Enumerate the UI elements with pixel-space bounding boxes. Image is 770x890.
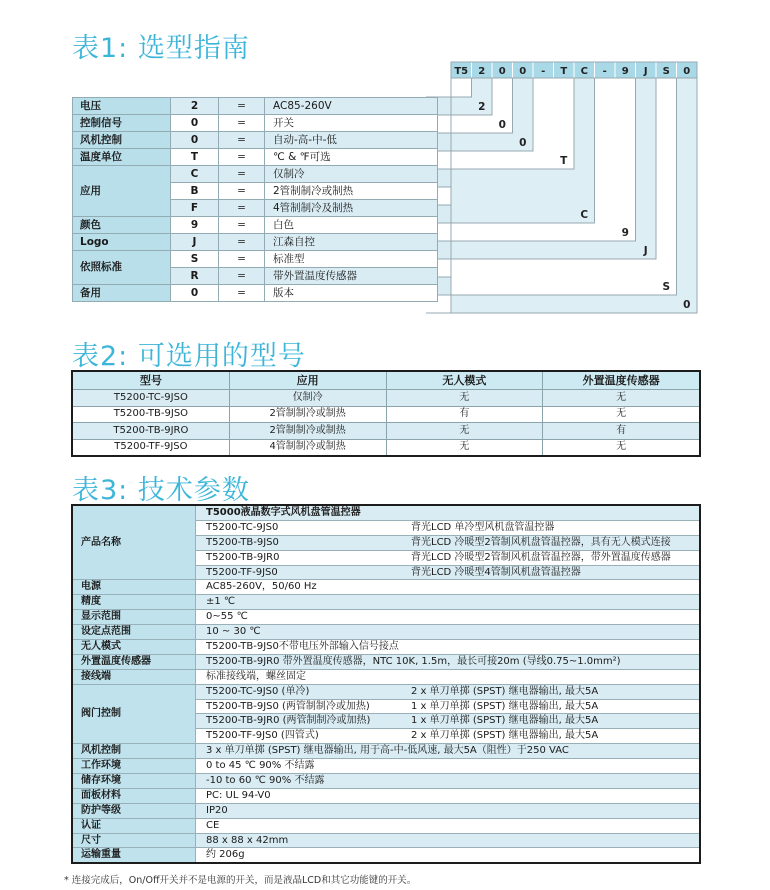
table-row — [73, 818, 700, 833]
row-label: 阀门控制 — [73, 684, 196, 744]
connector-label: S — [662, 281, 671, 293]
technical-specs-body — [73, 506, 700, 863]
value-cell — [196, 714, 700, 729]
equals-cell: = — [219, 98, 265, 115]
description-cell: 仅制冷 — [265, 166, 438, 183]
table-cell: 无 — [386, 439, 543, 456]
table-cell: 2管制制冷或制热 — [229, 406, 386, 423]
row-label: 储存环境 — [73, 774, 196, 789]
table-row — [73, 669, 700, 684]
value-cell: AC85-260V，50/60 Hz — [196, 580, 700, 595]
description-text: 2 x 单刀单掷 (SPST) 继电器输出, 最大5A — [411, 685, 599, 697]
model-char: 0 — [683, 66, 691, 77]
model-char: T5 — [454, 66, 469, 77]
row-label: 接线端 — [73, 669, 196, 684]
table-row — [73, 610, 700, 625]
value-cell — [196, 699, 700, 714]
table-row — [73, 149, 438, 166]
table-row — [73, 788, 700, 803]
row-label: 温度单位 — [73, 149, 171, 166]
row-label: 风机控制 — [73, 132, 171, 149]
value-cell: -10 to 60 ℃ 90% 不结露 — [196, 774, 700, 789]
description-cell: AC85-260V — [265, 98, 438, 115]
column-header: 外置温度传感器 — [543, 372, 700, 390]
value-cell: T5200-TB-9JR0 带外置温度传感器，NTC 10K, 1.5m，最长可接20m (导线0.75~1.0mm²) — [196, 654, 700, 669]
table-row — [73, 506, 700, 521]
value-cell: T5000液晶数字式风机盘管温控器 — [196, 506, 700, 521]
value-cell: 88 x 88 x 42mm — [196, 833, 700, 848]
code-cell: 0 — [171, 285, 219, 302]
model-char: C — [580, 66, 588, 77]
row-label: 运输重量 — [73, 848, 196, 863]
code-cell: 0 — [171, 115, 219, 132]
table-row — [73, 251, 438, 268]
row-label: 颜色 — [73, 217, 171, 234]
row-label: 设定点范围 — [73, 625, 196, 640]
value-cell: ±1 ℃ — [196, 595, 700, 610]
equals-cell: = — [219, 251, 265, 268]
model-text: T5200-TF-9JS0 — [206, 566, 278, 578]
table-row — [73, 166, 438, 183]
header-row — [73, 372, 700, 390]
table-cell: 无 — [386, 423, 543, 440]
table-row — [73, 654, 700, 669]
connector-label: T — [560, 155, 568, 167]
model-char: 0 — [519, 66, 527, 77]
table-row — [73, 234, 438, 251]
row-label: 尺寸 — [73, 833, 196, 848]
equals-cell: = — [219, 183, 265, 200]
column-header: 应用 — [229, 372, 386, 390]
table-row — [73, 774, 700, 789]
value-cell — [196, 550, 700, 565]
table-row — [73, 390, 700, 407]
connector-label: 2 — [478, 101, 486, 113]
code-cell: 2 — [171, 98, 219, 115]
model-text: T5200-TF-9JS0 (四管式) — [206, 730, 319, 742]
table-row — [73, 217, 438, 234]
table-cell: 无 — [386, 390, 543, 407]
connector-label: 0 — [683, 299, 691, 311]
row-label: 风机控制 — [73, 744, 196, 759]
equals-cell: = — [219, 234, 265, 251]
row-label: 精度 — [73, 595, 196, 610]
table-row — [73, 684, 700, 699]
footnote: * 连接完成后，On/Off开关并不是电源的开关，而是液晶LCD和其它功能键的开关。 — [64, 875, 417, 886]
description-cell: 4管制制冷及制热 — [265, 200, 438, 217]
code-cell: J — [171, 234, 219, 251]
available-models-table — [72, 371, 700, 456]
value-cell: T5200-TB-9JS0不带电压外部输入信号接点 — [196, 640, 700, 655]
technical-specs-table — [72, 505, 700, 863]
equals-cell: = — [219, 200, 265, 217]
model-char: 2 — [478, 66, 486, 77]
row-label: 电源 — [73, 580, 196, 595]
column-header: 无人模式 — [386, 372, 543, 390]
connector-label: 0 — [519, 137, 527, 149]
description-text: 背光LCD 冷暖型2管制风机盘管温控器，具有无人模式连接 — [411, 536, 671, 548]
table-cell: 无 — [543, 390, 700, 407]
table-cell: 仅制冷 — [229, 390, 386, 407]
description-cell: 版本 — [265, 285, 438, 302]
code-cell: 0 — [171, 132, 219, 149]
table-row — [73, 625, 700, 640]
table-row — [73, 759, 700, 774]
table-row — [73, 833, 700, 848]
description-text: 背光LCD 冷暖型2管制风机盘管温控器，带外置温度传感器 — [411, 551, 671, 563]
value-cell — [196, 729, 700, 744]
table-row — [73, 132, 438, 149]
table-row — [73, 115, 438, 132]
table1-title: 表1: 选型指南 — [72, 33, 250, 64]
row-label: 外置温度传感器 — [73, 654, 196, 669]
value-cell: 10 ~ 30 ℃ — [196, 625, 700, 640]
table-cell: T5200-TC-9JSO — [73, 390, 230, 407]
table-cell: 2管制制冷或制热 — [229, 423, 386, 440]
code-cell: C — [171, 166, 219, 183]
code-cell: R — [171, 268, 219, 285]
row-label: 应用 — [73, 166, 171, 217]
model-char: 9 — [621, 66, 629, 77]
description-text: 1 x 单刀单掷 (SPST) 继电器输出, 最大5A — [411, 700, 599, 712]
selection-guide-body — [73, 98, 438, 302]
table2-title: 表2: 可选用的型号 — [72, 341, 306, 372]
row-label: 产品名称 — [73, 506, 196, 580]
equals-cell: = — [219, 115, 265, 132]
connector-label: C — [580, 209, 589, 221]
selection-guide-table — [72, 97, 438, 302]
value-cell — [196, 684, 700, 699]
table-row — [73, 640, 700, 655]
model-text: T5200-TC-9JS0 (单冷) — [206, 685, 310, 697]
code-cell: B — [171, 183, 219, 200]
row-label: 依照标准 — [73, 251, 171, 285]
value-cell: 0 to 45 ℃ 90% 不结露 — [196, 759, 700, 774]
connector-label: J — [643, 245, 648, 257]
row-label: 认证 — [73, 818, 196, 833]
code-cell: 9 — [171, 217, 219, 234]
value-cell — [196, 565, 700, 580]
model-text: T5200-TB-9JS0 (两管制制冷或加热) — [206, 700, 370, 712]
row-label: 显示范围 — [73, 610, 196, 625]
model-char: - — [541, 66, 546, 77]
description-text: 2 x 单刀单掷 (SPST) 继电器输出, 最大5A — [411, 730, 599, 742]
table-row — [73, 98, 438, 115]
description-cell: 带外置温度传感器 — [265, 268, 438, 285]
model-char: J — [643, 66, 648, 77]
table-cell: T5200-TF-9JSO — [73, 439, 230, 456]
value-cell: 3 x 单刀单掷 (SPST) 继电器输出, 用于高-中-低风速, 最大5A（阻性）于250 VAC — [196, 744, 700, 759]
table-row — [73, 406, 700, 423]
table-row — [73, 285, 438, 302]
description-cell: 自动-高-中-低 — [265, 132, 438, 149]
model-text: T5200-TC-9JS0 — [206, 521, 279, 533]
connector-label: 0 — [498, 119, 506, 131]
row-label: Logo — [73, 234, 171, 251]
equals-cell: = — [219, 166, 265, 183]
table-row — [73, 744, 700, 759]
available-models-body — [73, 372, 700, 456]
model-text: T5200-TB-9JR0 — [206, 551, 280, 563]
table-cell: 有 — [543, 423, 700, 440]
table-cell: 4管制制冷或制热 — [229, 439, 386, 456]
table-row — [73, 595, 700, 610]
table-cell: T5200-TB-9JRO — [73, 423, 230, 440]
row-label: 备用 — [73, 285, 171, 302]
equals-cell: = — [219, 268, 265, 285]
value-cell: 0~55 ℃ — [196, 610, 700, 625]
table-row — [73, 848, 700, 863]
table-cell: 有 — [386, 406, 543, 423]
model-text: T5200-TB-9JS0 — [206, 536, 279, 548]
model-char: - — [602, 66, 607, 77]
code-cell: T — [171, 149, 219, 166]
description-text: 背光LCD 单冷型风机盘管温控器 — [411, 521, 555, 533]
model-text: T5200-TB-9JR0 (两管制制冷或加热) — [206, 715, 371, 727]
column-header: 型号 — [73, 372, 230, 390]
description-cell: ℃ & ℉可选 — [265, 149, 438, 166]
table-row — [73, 439, 700, 456]
row-label: 工作环境 — [73, 759, 196, 774]
equals-cell: = — [219, 217, 265, 234]
value-cell: PC: UL 94-V0 — [196, 788, 700, 803]
value-cell — [196, 535, 700, 550]
description-cell: 2管制制冷或制热 — [265, 183, 438, 200]
description-cell: 江森自控 — [265, 234, 438, 251]
equals-cell: = — [219, 285, 265, 302]
description-cell: 标准型 — [265, 251, 438, 268]
model-char: 0 — [498, 66, 506, 77]
table-row — [73, 423, 700, 440]
table-cell: 无 — [543, 439, 700, 456]
row-label: 防护等级 — [73, 803, 196, 818]
row-label: 控制信号 — [73, 115, 171, 132]
table3-title: 表3: 技术参数 — [72, 475, 250, 506]
description-text: 背光LCD 冷暖型4管制风机盘管温控器 — [411, 566, 581, 578]
description-cell: 白色 — [265, 217, 438, 234]
equals-cell: = — [219, 132, 265, 149]
table-cell: 无 — [543, 406, 700, 423]
value-cell: CE — [196, 818, 700, 833]
description-cell: 开关 — [265, 115, 438, 132]
value-cell: IP20 — [196, 803, 700, 818]
connector-label: 9 — [621, 227, 629, 239]
model-char: T — [560, 66, 568, 77]
code-cell: S — [171, 251, 219, 268]
value-cell — [196, 520, 700, 535]
table-cell: T5200-TB-9JSO — [73, 406, 230, 423]
code-cell: F — [171, 200, 219, 217]
table-row — [73, 803, 700, 818]
model-char: S — [662, 66, 670, 77]
row-label: 面板材料 — [73, 788, 196, 803]
row-label: 无人模式 — [73, 640, 196, 655]
equals-cell: = — [219, 149, 265, 166]
value-cell: 标准接线端，螺丝固定 — [196, 669, 700, 684]
value-cell: 约 206g — [196, 848, 700, 863]
description-text: 1 x 单刀单掷 (SPST) 继电器输出, 最大5A — [411, 715, 599, 727]
row-label: 电压 — [73, 98, 171, 115]
diagram-frame — [451, 78, 472, 97]
table-row — [73, 580, 700, 595]
